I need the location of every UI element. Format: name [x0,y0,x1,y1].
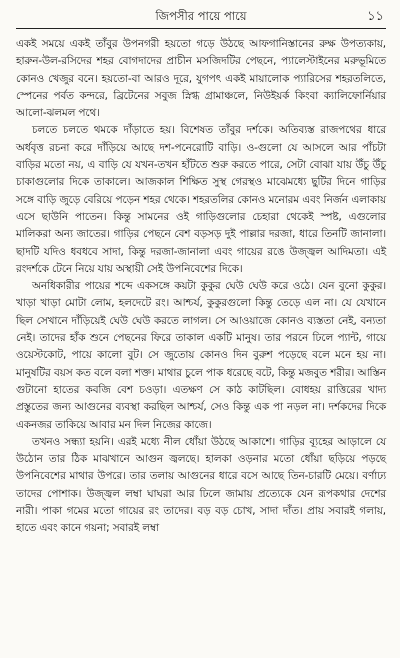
body-text [16,36,386,538]
paragraph: একই সময়ে একই তাঁবুর উপনগরী হয়তো গড়ে উঠছে আফগানিস্তানের রুক্ষ উপত্যকায়, হারুন-উল-রসিদের শহর বোগদাদের প্রাচীন মসজিদটির পেছনে, প্যালেস্টাইনের মরুভূমিতে কোনও খেজুর বনে। হয়তো-বা আরও দূরে, যুগপৎ একই মায়ালোক প্যারিসের শহরতলিতে, স্পেনের পর্বত কন্দরে, ব্রিটেনের সবুজ স্নিগ্ধ গ্রামাঞ্চলে, নিউইয়র্ক কিংবা ক্যালিফোর্নিয়ার আলো-ঝলমল পথে। [16,38,386,120]
paragraph: চলতে চলতে থমকে দাঁড়াতে হয়। বিশেষত তাঁবুর দর্শকে। অতিব্যস্ত রাজপথের ধারে অর্ধবৃত্ত রচনা করে দাঁড়িয়ে আছে দশ-পনেরোটি বাড়ি। ও-গুলো যে আসলে আর পাঁচটা বাড়ির মতো নয়, এ বাড়ি যে যখন-তখন হাঁটতে শুরু করতে পারে, সেটা বোঝা যায় উঁচু উঁচু চাকাগুলোর দিকে তাকালে। আজকাল শিক্ষিত সুস্থ গেরস্থও মাঝেমধ্যে ছুটির দিনে গাড়ির সঙ্গে বাড়ি জুড়ে বেরিয়ে পড়েন শহর থেকে। শহরতলির কোনও মনোরম এবং নির্জন এলাকায় এসে ছাউনি পাতেন। কিন্তু সামনের ওই গাড়িগুলোর চেহারা থেকেই স্পষ্ট, এগুলোর মালিকরা অন্য জাতের। গাড়ির পেছনে বেশ বড়সড় দুই পাল্লার দরজা, ধারে তিনটি জানালা। ছাদটি যদিও ধবধবে সাদা, কিন্তু দরজা-জানালা এবং গায়ের রঙে উজ্জ্বল আদিমতা। এই রংদর্শকে টেনে নিয়ে যায় অস্থায়ী সেই উপনিবেশের দিকে। [16,124,386,275]
running-title: জিপসীর পায়ে পায়ে [155,9,247,23]
paragraph: অনধিকারীর পায়ের শব্দে একসঙ্গে কয়টা কুকুর ঘেউ ঘেউ করে ওঠে। যেন বুনো কুকুর। খাড়া খাড়া মোটা লোম, হলদেটে রং। আশ্চর্য, কুকুরগুলো কিন্তু তেড়ে এল না। যে যেখানে ছিল সেখানে দাঁড়িয়েই ঘেউ ঘেউ করতে লাগল। সে আওয়াজে কোনও ব্যস্ততা নেই, বন্যতা নেই। তাদের হাঁক শুনে পেছনের ফিরে তাকাল একটি মানুষ। তার পরনে ঢিলে প্যান্ট, গায়ে ওয়েস্টকোট, পায়ে কালো বুট। সে জুতোয় কোনও দিন বুরুশ পড়েছে বলে মনে হয় না। মানুষটির বয়স কত বলে বলা শক্ত। মাথার চুলে পাক ধরেছে বটে, কিন্তু মজবুত শরীর। আস্তিন গুটানো হাতের কবজি বেশ চওড়া। এতক্ষণ সে কাঠ কাটছিল। বোধহয় রাত্তিরের খাদ্য প্রস্তুতের জন্য আগুনের ব্যবস্থা করছিল আশ্চর্য, সেও কিন্তু এক পা নড়ল না। দর্শকদের দিকে একনজর তাকিয়ে আবার মন দিল নিজের কাজে। [16,280,386,431]
page-number: ১১ [367,9,384,24]
page-header [16,6,386,29]
paragraph: তখনও সন্ধ্যা হয়নি। এরই মধ্যে নীল ধোঁয়া উঠছে আকাশে। গাড়ির ব্যূহের আড়ালে যে উঠোন তার ঠিক মাঝখানে আগুন জ্বলছে। হালকা ওড়নার মতো ধোঁয়া ছড়িয়ে পড়ছে উপনিবেশের মাথার উপরে। তার তলায় আগুনের ধারে বসে আছে তিন-চারটি মেয়ে। বর্ণাঢ্য তাদের পোশাক। উজ্জ্বল লম্বা ঘাঘরা আর ঢিলে জামায় প্রত্যেকে যেন রূপকথার দেশের নারী। পাকা গমের মতো গায়ের রং তাদের। বড় বড় চোখ, সাদা দাঁত। প্রায় সবারই গলায়, হাতে এবং কানে গয়না; সবারই লম্বা [16,435,386,535]
